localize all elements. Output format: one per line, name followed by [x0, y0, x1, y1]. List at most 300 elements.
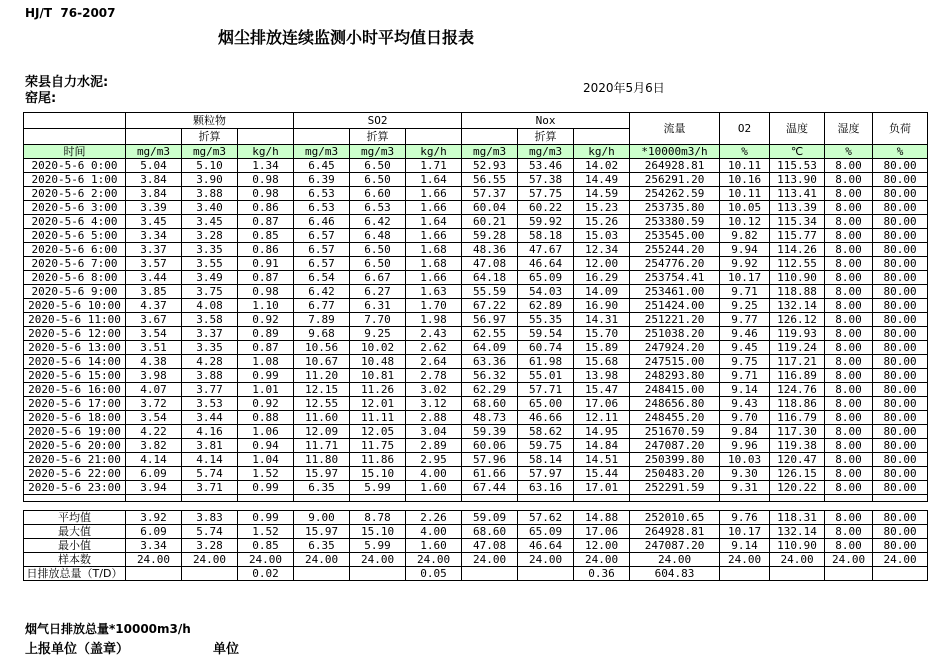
value-cell: 65.00 [518, 397, 574, 411]
reduced-label-so2: 折算 [350, 129, 406, 145]
value-cell: 80.00 [873, 173, 928, 187]
value-cell: 3.72 [126, 397, 182, 411]
value-cell: 59.54 [518, 327, 574, 341]
value-cell: 1.71 [406, 159, 462, 173]
group-so2: SO2 [294, 113, 462, 129]
empty-cell [770, 495, 825, 502]
empty-cell [24, 495, 126, 502]
value-cell: 6.50 [350, 257, 406, 271]
data-row [24, 355, 928, 369]
value-cell: 12.00 [574, 539, 630, 553]
value-cell: 17.06 [574, 397, 630, 411]
value-cell: 0.99 [238, 511, 294, 525]
value-cell: 253735.80 [630, 201, 720, 215]
value-cell: 65.09 [518, 271, 574, 285]
daily-total-row [24, 567, 928, 581]
value-cell: 57.96 [462, 453, 518, 467]
value-cell: 80.00 [873, 397, 928, 411]
data-row [24, 397, 928, 411]
data-row [24, 425, 928, 439]
summary-row [24, 525, 928, 539]
value-cell: 251424.00 [630, 299, 720, 313]
value-cell: 120.22 [770, 481, 825, 495]
value-cell: 24.00 [720, 553, 770, 567]
empty-cell [574, 129, 630, 145]
value-cell: 6.42 [350, 215, 406, 229]
value-cell: 57.62 [518, 511, 574, 525]
value-cell: 8.00 [825, 327, 873, 341]
value-cell: 80.00 [873, 257, 928, 271]
row-label: 2020-5-6 19:00 [24, 425, 126, 439]
value-cell: 9.68 [294, 327, 350, 341]
value-cell: 8.00 [825, 525, 873, 539]
value-cell: 7.89 [294, 313, 350, 327]
value-cell: 6.50 [350, 159, 406, 173]
value-cell: 6.31 [350, 299, 406, 313]
value-cell: 9.14 [720, 539, 770, 553]
value-cell: 14.49 [574, 173, 630, 187]
value-cell: 5.99 [350, 481, 406, 495]
value-cell: 9.00 [294, 511, 350, 525]
value-cell: 1.66 [406, 229, 462, 243]
row-label: 2020-5-6 12:00 [24, 327, 126, 341]
value-cell: 80.00 [873, 243, 928, 257]
value-cell: 57.38 [518, 173, 574, 187]
value-cell: 0.94 [238, 439, 294, 453]
value-cell: 3.85 [126, 285, 182, 299]
value-cell: 0.05 [406, 567, 462, 581]
value-cell: 24.00 [126, 553, 182, 567]
value-cell: 110.90 [770, 539, 825, 553]
value-cell: 126.15 [770, 467, 825, 481]
empty-cell [126, 129, 182, 145]
value-cell: 8.00 [825, 539, 873, 553]
data-row [24, 229, 928, 243]
value-cell: 9.71 [720, 369, 770, 383]
value-cell: 252010.65 [630, 511, 720, 525]
empty-cell [406, 495, 462, 502]
empty-cell [720, 495, 770, 502]
value-cell: 6.27 [350, 285, 406, 299]
row-label: 2020-5-6 10:00 [24, 299, 126, 313]
value-cell: 11.86 [350, 453, 406, 467]
empty-cell [825, 495, 873, 502]
empty-cell [350, 495, 406, 502]
value-cell: 2.89 [406, 439, 462, 453]
value-cell: 1.52 [238, 525, 294, 539]
value-cell: 118.86 [770, 397, 825, 411]
value-cell: 3.35 [182, 243, 238, 257]
value-cell: 11.71 [294, 439, 350, 453]
value-cell: 13.98 [574, 369, 630, 383]
company-name: 荣县自力水泥: [25, 75, 109, 90]
value-cell: 15.68 [574, 355, 630, 369]
data-row [24, 467, 928, 481]
value-cell: 8.00 [825, 201, 873, 215]
value-cell: 3.45 [182, 215, 238, 229]
value-cell: 116.79 [770, 411, 825, 425]
value-cell: 58.14 [518, 453, 574, 467]
value-cell: 0.85 [238, 229, 294, 243]
value-cell: 5.99 [350, 539, 406, 553]
value-cell: 55.35 [518, 313, 574, 327]
row-label: 2020-5-6 16:00 [24, 383, 126, 397]
value-cell: 24.00 [574, 553, 630, 567]
value-cell: 251221.20 [630, 313, 720, 327]
value-cell: 4.22 [126, 425, 182, 439]
data-row [24, 481, 928, 495]
data-row [24, 187, 928, 201]
empty-cell [126, 495, 182, 502]
value-cell: 9.92 [720, 257, 770, 271]
row-label: 平均值 [24, 511, 126, 525]
value-cell: 0.89 [238, 327, 294, 341]
value-cell: 11.80 [294, 453, 350, 467]
value-cell: 247515.00 [630, 355, 720, 369]
value-cell: 80.00 [873, 383, 928, 397]
value-cell: 1.01 [238, 383, 294, 397]
data-row [24, 215, 928, 229]
value-cell: 2.26 [406, 511, 462, 525]
value-cell [294, 567, 350, 581]
value-cell: 9.70 [720, 411, 770, 425]
value-cell: 3.83 [182, 511, 238, 525]
value-cell: 16.29 [574, 271, 630, 285]
value-cell: 54.03 [518, 285, 574, 299]
value-cell: 57.97 [518, 467, 574, 481]
value-cell [350, 567, 406, 581]
value-cell: 0.86 [238, 243, 294, 257]
reporting-unit-label: 上报单位（盖章） [25, 642, 130, 657]
summary-row [24, 553, 928, 567]
data-row [24, 159, 928, 173]
value-cell: 9.94 [720, 243, 770, 257]
gap-cell [24, 502, 928, 511]
value-cell: 254776.20 [630, 257, 720, 271]
value-cell: 0.87 [238, 341, 294, 355]
value-cell: 10.12 [720, 215, 770, 229]
value-cell: 80.00 [873, 327, 928, 341]
value-cell: 80.00 [873, 481, 928, 495]
value-cell: 9.30 [720, 467, 770, 481]
value-cell: 15.97 [294, 525, 350, 539]
value-cell: 58.62 [518, 425, 574, 439]
value-cell: 3.40 [182, 201, 238, 215]
value-cell: 10.67 [294, 355, 350, 369]
row-label: 2020-5-6 14:00 [24, 355, 126, 369]
value-cell: 24.00 [294, 553, 350, 567]
value-cell: 6.46 [294, 215, 350, 229]
value-cell: 250399.80 [630, 453, 720, 467]
value-cell: 8.00 [825, 299, 873, 313]
value-cell: 118.31 [770, 511, 825, 525]
value-cell: 53.46 [518, 159, 574, 173]
value-cell: 7.70 [350, 313, 406, 327]
value-cell: 80.00 [873, 511, 928, 525]
value-cell: 9.14 [720, 383, 770, 397]
value-cell: 59.09 [462, 511, 518, 525]
value-cell: 251038.20 [630, 327, 720, 341]
summary-row [24, 511, 928, 525]
value-cell: 48.73 [462, 411, 518, 425]
data-row [24, 341, 928, 355]
value-cell: 11.11 [350, 411, 406, 425]
value-cell: 1.34 [238, 159, 294, 173]
value-cell: 4.37 [126, 299, 182, 313]
unit-flow: *10000m3/h [630, 145, 720, 159]
value-cell: 46.64 [518, 539, 574, 553]
value-cell: 15.03 [574, 229, 630, 243]
value-cell: 6.57 [294, 229, 350, 243]
value-cell: 124.76 [770, 383, 825, 397]
data-row [24, 439, 928, 453]
row-label: 2020-5-6 7:00 [24, 257, 126, 271]
value-cell: 15.89 [574, 341, 630, 355]
value-cell: 9.25 [720, 299, 770, 313]
value-cell: 8.00 [825, 411, 873, 425]
value-cell: 9.77 [720, 313, 770, 327]
value-cell: 9.31 [720, 481, 770, 495]
value-cell: 4.07 [126, 383, 182, 397]
value-cell: 67.22 [462, 299, 518, 313]
value-cell: 1.64 [406, 215, 462, 229]
value-cell: 1.98 [406, 313, 462, 327]
data-row [24, 411, 928, 425]
value-cell [462, 567, 518, 581]
group-nox: Nox [462, 113, 630, 129]
value-cell: 3.88 [182, 187, 238, 201]
row-label: 2020-5-6 6:00 [24, 243, 126, 257]
data-row [24, 327, 928, 341]
data-row [24, 453, 928, 467]
empty-cell [238, 129, 294, 145]
value-cell: 1.06 [238, 425, 294, 439]
row-label: 2020-5-6 21:00 [24, 453, 126, 467]
value-cell: 3.55 [182, 257, 238, 271]
value-cell: 8.00 [825, 159, 873, 173]
value-cell: 6.35 [294, 481, 350, 495]
gap-row [24, 502, 928, 511]
value-cell: 8.00 [825, 481, 873, 495]
value-cell: 80.00 [873, 271, 928, 285]
value-cell: 119.93 [770, 327, 825, 341]
group-o2: O2 [720, 113, 770, 145]
value-cell: 5.10 [182, 159, 238, 173]
unit-mg: mg/m3 [350, 145, 406, 159]
value-cell: 80.00 [873, 467, 928, 481]
value-cell: 47.08 [462, 539, 518, 553]
value-cell: 1.60 [406, 481, 462, 495]
monitoring-point: 窑尾: [25, 91, 57, 106]
value-cell: 55.59 [462, 285, 518, 299]
value-cell: 3.34 [126, 539, 182, 553]
value-cell: 2.78 [406, 369, 462, 383]
value-cell: 0.87 [238, 271, 294, 285]
value-cell: 64.18 [462, 271, 518, 285]
value-cell: 3.81 [182, 439, 238, 453]
value-cell: 12.01 [350, 397, 406, 411]
value-cell: 14.09 [574, 285, 630, 299]
value-cell: 3.37 [126, 243, 182, 257]
value-cell: 114.26 [770, 243, 825, 257]
flue-gas-daily-total-note: 烟气日排放总量*10000m3/h [25, 622, 191, 636]
value-cell: 8.00 [825, 383, 873, 397]
value-cell: 126.12 [770, 313, 825, 327]
unit-kgh: kg/h [574, 145, 630, 159]
time-header: 时间 [24, 145, 126, 159]
value-cell: 5.74 [182, 467, 238, 481]
value-cell: 12.34 [574, 243, 630, 257]
unit-kgh: kg/h [406, 145, 462, 159]
value-cell: 14.02 [574, 159, 630, 173]
value-cell: 3.92 [126, 511, 182, 525]
value-cell: 17.06 [574, 525, 630, 539]
value-cell: 10.17 [720, 271, 770, 285]
unit-kgh: kg/h [238, 145, 294, 159]
value-cell: 6.57 [294, 257, 350, 271]
value-cell: 56.55 [462, 173, 518, 187]
row-label: 2020-5-6 3:00 [24, 201, 126, 215]
value-cell: 65.09 [518, 525, 574, 539]
value-cell: 248455.20 [630, 411, 720, 425]
value-cell: 10.05 [720, 201, 770, 215]
value-cell: 15.10 [350, 525, 406, 539]
value-cell: 8.00 [825, 243, 873, 257]
value-cell: 24.00 [238, 553, 294, 567]
empty-cell [462, 129, 518, 145]
value-cell: 3.67 [126, 313, 182, 327]
value-cell: 24.00 [825, 553, 873, 567]
value-cell: 112.55 [770, 257, 825, 271]
value-cell: 9.71 [720, 285, 770, 299]
data-row [24, 299, 928, 313]
value-cell: 10.17 [720, 525, 770, 539]
value-cell: 59.75 [518, 439, 574, 453]
value-cell: 0.02 [238, 567, 294, 581]
value-cell: 3.54 [126, 327, 182, 341]
value-cell: 1.66 [406, 271, 462, 285]
value-cell: 4.14 [182, 453, 238, 467]
value-cell: 264928.81 [630, 525, 720, 539]
value-cell: 2.64 [406, 355, 462, 369]
empty-cell [630, 495, 720, 502]
value-cell: 8.00 [825, 229, 873, 243]
value-cell: 4.00 [406, 525, 462, 539]
value-cell: 3.84 [126, 173, 182, 187]
row-label: 2020-5-6 22:00 [24, 467, 126, 481]
value-cell: 10.02 [350, 341, 406, 355]
row-label: 2020-5-6 18:00 [24, 411, 126, 425]
empty-cell [873, 495, 928, 502]
page-title: 烟尘排放连续监测小时平均值日报表 [218, 28, 475, 47]
value-cell: 80.00 [873, 369, 928, 383]
value-cell: 0.98 [238, 285, 294, 299]
value-cell: 11.20 [294, 369, 350, 383]
value-cell: 120.47 [770, 453, 825, 467]
value-cell: 116.89 [770, 369, 825, 383]
value-cell: 3.75 [182, 285, 238, 299]
value-cell: 132.14 [770, 525, 825, 539]
value-cell: 6.57 [294, 243, 350, 257]
value-cell: 8.00 [825, 511, 873, 525]
value-cell: 56.97 [462, 313, 518, 327]
summary-body [24, 511, 928, 581]
value-cell: 55.01 [518, 369, 574, 383]
value-cell: 46.64 [518, 257, 574, 271]
value-cell: 6.67 [350, 271, 406, 285]
value-cell: 8.00 [825, 215, 873, 229]
value-cell: 0.98 [238, 173, 294, 187]
value-cell: 80.00 [873, 285, 928, 299]
value-cell: 64.09 [462, 341, 518, 355]
data-row [24, 369, 928, 383]
value-cell: 24.00 [770, 553, 825, 567]
value-cell [770, 567, 825, 581]
value-cell: 62.89 [518, 299, 574, 313]
value-cell: 52.93 [462, 159, 518, 173]
value-cell: 3.51 [126, 341, 182, 355]
value-cell: 10.11 [720, 187, 770, 201]
value-cell: 10.11 [720, 159, 770, 173]
value-cell: 80.00 [873, 313, 928, 327]
value-cell: 3.84 [126, 187, 182, 201]
value-cell: 1.66 [406, 201, 462, 215]
value-cell: 14.51 [574, 453, 630, 467]
value-cell: 67.44 [462, 481, 518, 495]
value-cell: 6.54 [294, 271, 350, 285]
value-cell: 63.36 [462, 355, 518, 369]
value-cell: 62.29 [462, 383, 518, 397]
empty-cell [24, 129, 126, 145]
value-cell: 15.70 [574, 327, 630, 341]
value-cell: 24.00 [873, 553, 928, 567]
value-cell: 4.00 [406, 467, 462, 481]
value-cell: 14.31 [574, 313, 630, 327]
unit-percent: % [825, 145, 873, 159]
value-cell: 3.28 [182, 229, 238, 243]
value-cell: 3.98 [126, 369, 182, 383]
value-cell [126, 567, 182, 581]
value-cell: 2.88 [406, 411, 462, 425]
value-cell: 0.86 [238, 201, 294, 215]
value-cell: 60.21 [462, 215, 518, 229]
value-cell: 6.09 [126, 467, 182, 481]
value-cell: 80.00 [873, 355, 928, 369]
value-cell: 9.96 [720, 439, 770, 453]
unit-label: 单位 [213, 642, 240, 657]
value-cell: 80.00 [873, 525, 928, 539]
empty-cell [462, 495, 518, 502]
report-table [23, 112, 928, 581]
value-cell: 0.36 [574, 567, 630, 581]
value-cell: 5.04 [126, 159, 182, 173]
value-cell: 6.48 [350, 229, 406, 243]
value-cell [518, 567, 574, 581]
value-cell: 6.53 [294, 187, 350, 201]
value-cell: 6.50 [350, 243, 406, 257]
value-cell: 10.81 [350, 369, 406, 383]
value-cell: 4.16 [182, 425, 238, 439]
value-cell: 4.08 [182, 299, 238, 313]
value-cell: 0.99 [238, 369, 294, 383]
value-cell: 61.66 [462, 467, 518, 481]
value-cell: 80.00 [873, 187, 928, 201]
value-cell: 3.88 [182, 369, 238, 383]
value-cell: 80.00 [873, 341, 928, 355]
header-row-units [24, 145, 928, 159]
value-cell: 3.04 [406, 425, 462, 439]
value-cell: 3.57 [126, 257, 182, 271]
